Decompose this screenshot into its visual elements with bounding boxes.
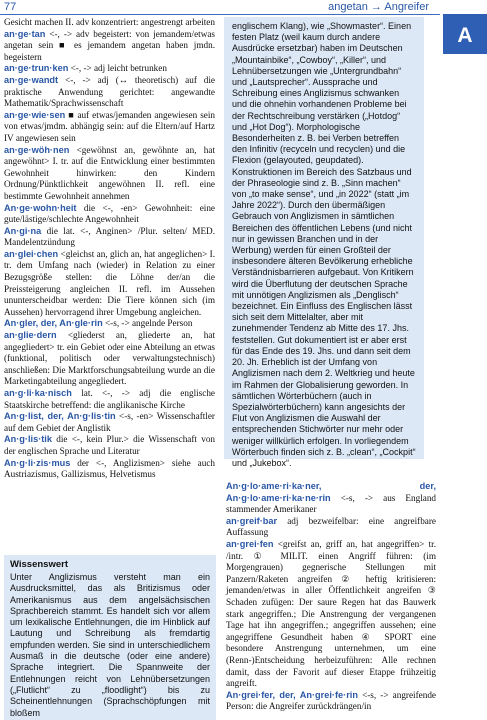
wissenswert-body: Unter Anglizismus versteht man ein Ausdrucksmittel, das als Britizismus oder Amerikanismus aus dem angelsächsischen Sprachbereich stammt. Es handelt sich vor allem um lexikalische Entlehnungen, die im Hinblick auf Lautung und Schreibung als fremdartig empfunden werden. Sie sind in unterschiedlichem Ausmaß in die deutsche (oder eine andere) Sprache integriert. Die Spannweite der Entlehnungen reicht von Lehnübersetzungen („Flutlicht“ zu „floodlight“) bis zu Scheinentlehnungen (Sprachschöpfungen mit bloßem — [10, 572, 210, 718]
entry-definition: <-, -> adv begeistert: von jemandem/etwas angetan sein ■ es jemandem angetan haben jmdn. begeistern — [4, 28, 215, 62]
entry-definition: ■ auf etwas/jemanden angewiesen sein von etwas/jmdm. abhängig sein: auf die Eltern/auf Hartz IV angewiesen sein — [4, 109, 215, 143]
entry-headword: An·g·lis·tik — [4, 434, 52, 445]
dictionary-entry — [4, 110, 215, 145]
entry-headword: an·ge·wie·sen — [4, 109, 66, 120]
entry-headword: An·g·li·zis·mus — [4, 457, 71, 468]
page-header — [0, 0, 487, 15]
dictionary-entry — [4, 388, 215, 411]
dictionary-entry — [4, 434, 215, 457]
entry-headword: an·greif·bar — [226, 515, 278, 526]
left-column — [4, 17, 215, 481]
running-head: angetan → Angreifer — [328, 1, 429, 13]
page-number: 77 — [4, 1, 17, 13]
entry-definition: der <-, Anglizismen> siehe auch Austriazismus, Gallizismus, Helvetismus — [4, 457, 215, 480]
entry-definition: die <-, kein Plur.> die Wissenschaft von der englischen Sprache und Literatur — [4, 434, 216, 456]
entry-headword: An·ge·wohn·heit — [4, 202, 77, 213]
entry-definition: <-s, -> angelnde Person — [105, 318, 193, 329]
wissenswert-box — [4, 555, 216, 720]
entry-definition: <gewöhnst an, gewöhnte an, hat angewöhnt> I. tr. auf die Entwicklung einer bestimmten Gewohnheit hinwirken: den Kindern Ordnung/Pünktlichkeit angewöhnen II. refl. eine bestimmte Gewohnheit annehmen — [4, 144, 215, 201]
entry-headword: An·gi·na — [4, 225, 42, 236]
entry-definition: <-s, -> angreifende Person: die Angreifer zurückdrängen/in — [226, 689, 437, 712]
entry-definition: adj bezweifelbar: eine angreifbare Auffassung — [226, 515, 437, 538]
dictionary-entry — [4, 330, 215, 388]
entry-definition: <gleichst an, glich an, hat angeglichen> I. tr. dem Umfang nach (wieder) in Relation zu einer Bezugsgröße stellen: die Löhne der/an die Preissteigerung angleichen II. refl. im Aussehen ununterscheidbar werden: Die Tiere können sich (im Aussehen) hervorragend ihrer Umgebung angleichen. — [4, 248, 216, 317]
entry-definition: <-s, -> aus England stammender Amerikaner — [226, 492, 437, 515]
dictionary-entry — [4, 75, 215, 110]
dictionary-entry — [4, 29, 215, 64]
continued-info-box — [224, 17, 424, 468]
header-rule — [0, 14, 440, 15]
letter-tab-label: A — [457, 24, 473, 47]
entry-headword: an·glie·dern — [4, 330, 57, 341]
entry-definition: <-s, -en> Wissenschaftler auf dem Gebiet der Anglistik — [4, 411, 215, 433]
entry-headword: An·grei·fer, der, An·grei·fe·rin — [226, 689, 358, 700]
entry-headword: an·glei·chen — [4, 248, 59, 259]
dictionary-entry — [226, 690, 436, 713]
dictionary-entry — [4, 458, 215, 481]
dictionary-entry — [4, 63, 215, 75]
right-column — [226, 481, 436, 713]
dictionary-entry — [4, 145, 215, 203]
dictionary-entry — [4, 318, 215, 330]
entry-headword: an·g·li·ka·nisch — [4, 388, 72, 398]
dictionary-entry — [4, 17, 215, 29]
entry-headword: An·gler, der, An·gle·rin — [4, 318, 103, 329]
dictionary-entry — [226, 539, 436, 690]
dictionary-entry — [4, 226, 215, 249]
entry-headword: an·grei·fen — [226, 538, 274, 549]
dictionary-entry — [4, 411, 215, 434]
dictionary-entry — [4, 249, 215, 319]
entry-definition: <-, -> adj (↔ theoretisch) auf die praktische Anwendung gerichtet: angewandte Mathematik/Sprachwissenschaft — [4, 74, 215, 109]
dictionary-entry — [226, 516, 436, 539]
entry-definition: <gliederst an, gliederte an, hat angegliedert> tr. ein Gebiet oder eine Abteilung an etwas (funktional, politisch oder verwaltungstechnisch) anschließen: Die Marktforschungsabteilung wurde an die Marketingabteilung angegliedert. — [4, 330, 215, 387]
dictionary-entry — [4, 203, 215, 226]
entry-definition: die lat. <-, Anginen> /Plur. selten/ MED. Mandelentzündung — [4, 225, 215, 248]
entry-definition: lat. <-, -> adj die englische Staatskirche betreffend: die anglikanische Kirche — [4, 388, 215, 410]
entry-definition: <-, -> adj leicht betrunken — [70, 63, 167, 74]
entry-headword: an·ge·tan — [4, 28, 46, 39]
letter-tab — [443, 14, 487, 54]
entry-headword: an·ge·trun·ken — [4, 63, 69, 74]
continued-info-text: englischem Klang), wie „Showmaster“. Einen festen Platz (weil kaum durch andere Ausdrücke ersetzbar) haben im Deutschen „Mountainbike“, „Cowboy“, „Killer“, und Lehnübersetzungen wie „Untergrundbahn“ und „Lautsprecher“. Aussprache und Schreibung eines Anglizismus schwanken und die ohnehin vorhandenen Probleme bei der Rechtschreibung verstärken („Hotdog“ und „Hot Dog“). Morphologische Besonderheiten z. B. bei Verben betreffen den Infinitiv (recyceln und recyclen) und die Flexion (gelayouted, geupdated). Konstruktionen im Bereich des Satzbaus und der Phraseologie sind z. B. „Sinn machen“ von „to make sense“, und „in 2022“ (statt „im Jahre 2022“). Durch den übermäßigen Gebrauch von Anglizismen in sämtlichen Bereichen des öffentlichen Lebens (und nicht nur in gewissen Branchen und in der Werbung) werden für einen Großteil der insbesondere älteren Bevölkerung erhebliche Verständnisbarrieren aufgebaut. Von Kritikern wird die Überflutung der deutschen Sprache mit unnötigen Anglizismen als „Denglisch“ bezeichnet. Ein Einfluss des Englischen lässt sich seit dem Mittelalter, aber mit zunehmender Tendenz ab Mitte des 17. Jhs. feststellen. Gut dokumentiert ist er aber erst für das Ende des 19. Jhs. und dann seit dem 20. Jh. Erheblich ist der Umfang von Anglizismen nach dem 2. Weltkrieg und heute im Rahmen der Globalisierung geworden. In sämtlichen Wörterbüchern (auch in Spezialwörterbüchern) kann angesichts der Flut von Anglizismen die Auswahl der entsprechenden Stichwörter nur mehr oder weniger willkürlich erfolgen. In vorliegendem Wörterbuch finden sich z. B. „clean“, „Cockpit“ und „Jukebox“. — [232, 21, 416, 468]
entry-definition: Gesicht machen II. adv konzentriert: angestrengt arbeiten — [4, 17, 215, 27]
entry-headword: An·g·list, der, An·g·lis·tin — [4, 411, 116, 422]
dictionary-entry — [226, 481, 436, 516]
entry-headword: an·ge·wandt — [4, 74, 59, 85]
entry-definition: die <-, -en> Gewohnheit: eine gute/lästige/schlechte Angewohnheit — [4, 202, 216, 225]
entry-headword: an·ge·wöh·nen — [4, 144, 70, 155]
entry-headword: An·g·lo·ame·ri·ka·ner, der, An·g·lo·ame·ri·ka·ne·rin — [226, 481, 436, 503]
wissenswert-title: Wissenswert — [10, 559, 68, 570]
entry-definition: <greifst an, griff an, hat angegriffen> tr. /intr. ① MILIT. einen Angriff führen: (im Morgengrauen) gegnerische Stellungen mit Panzern/Raketen angreifen ② heftig kritisieren: jemanden/etwas in aller Öffentlichkeit angreifen ③ Schaden zufügen: Der saure Regen hat das Bauwerk stark angegriffen.; Die Anstrengung der vergangenen Tage hat ihn angegriffen.; angegriffen aussehen; eine angegriffene Gesundheit haben ④ SPORT eine besondere Anstrengung unternehmen, um eine (Renn-)Entscheidung herbeizuführen: Alle rechnen damit, dass der Favorit auf dieser Etappe frühzeitig angreift. — [226, 538, 437, 689]
